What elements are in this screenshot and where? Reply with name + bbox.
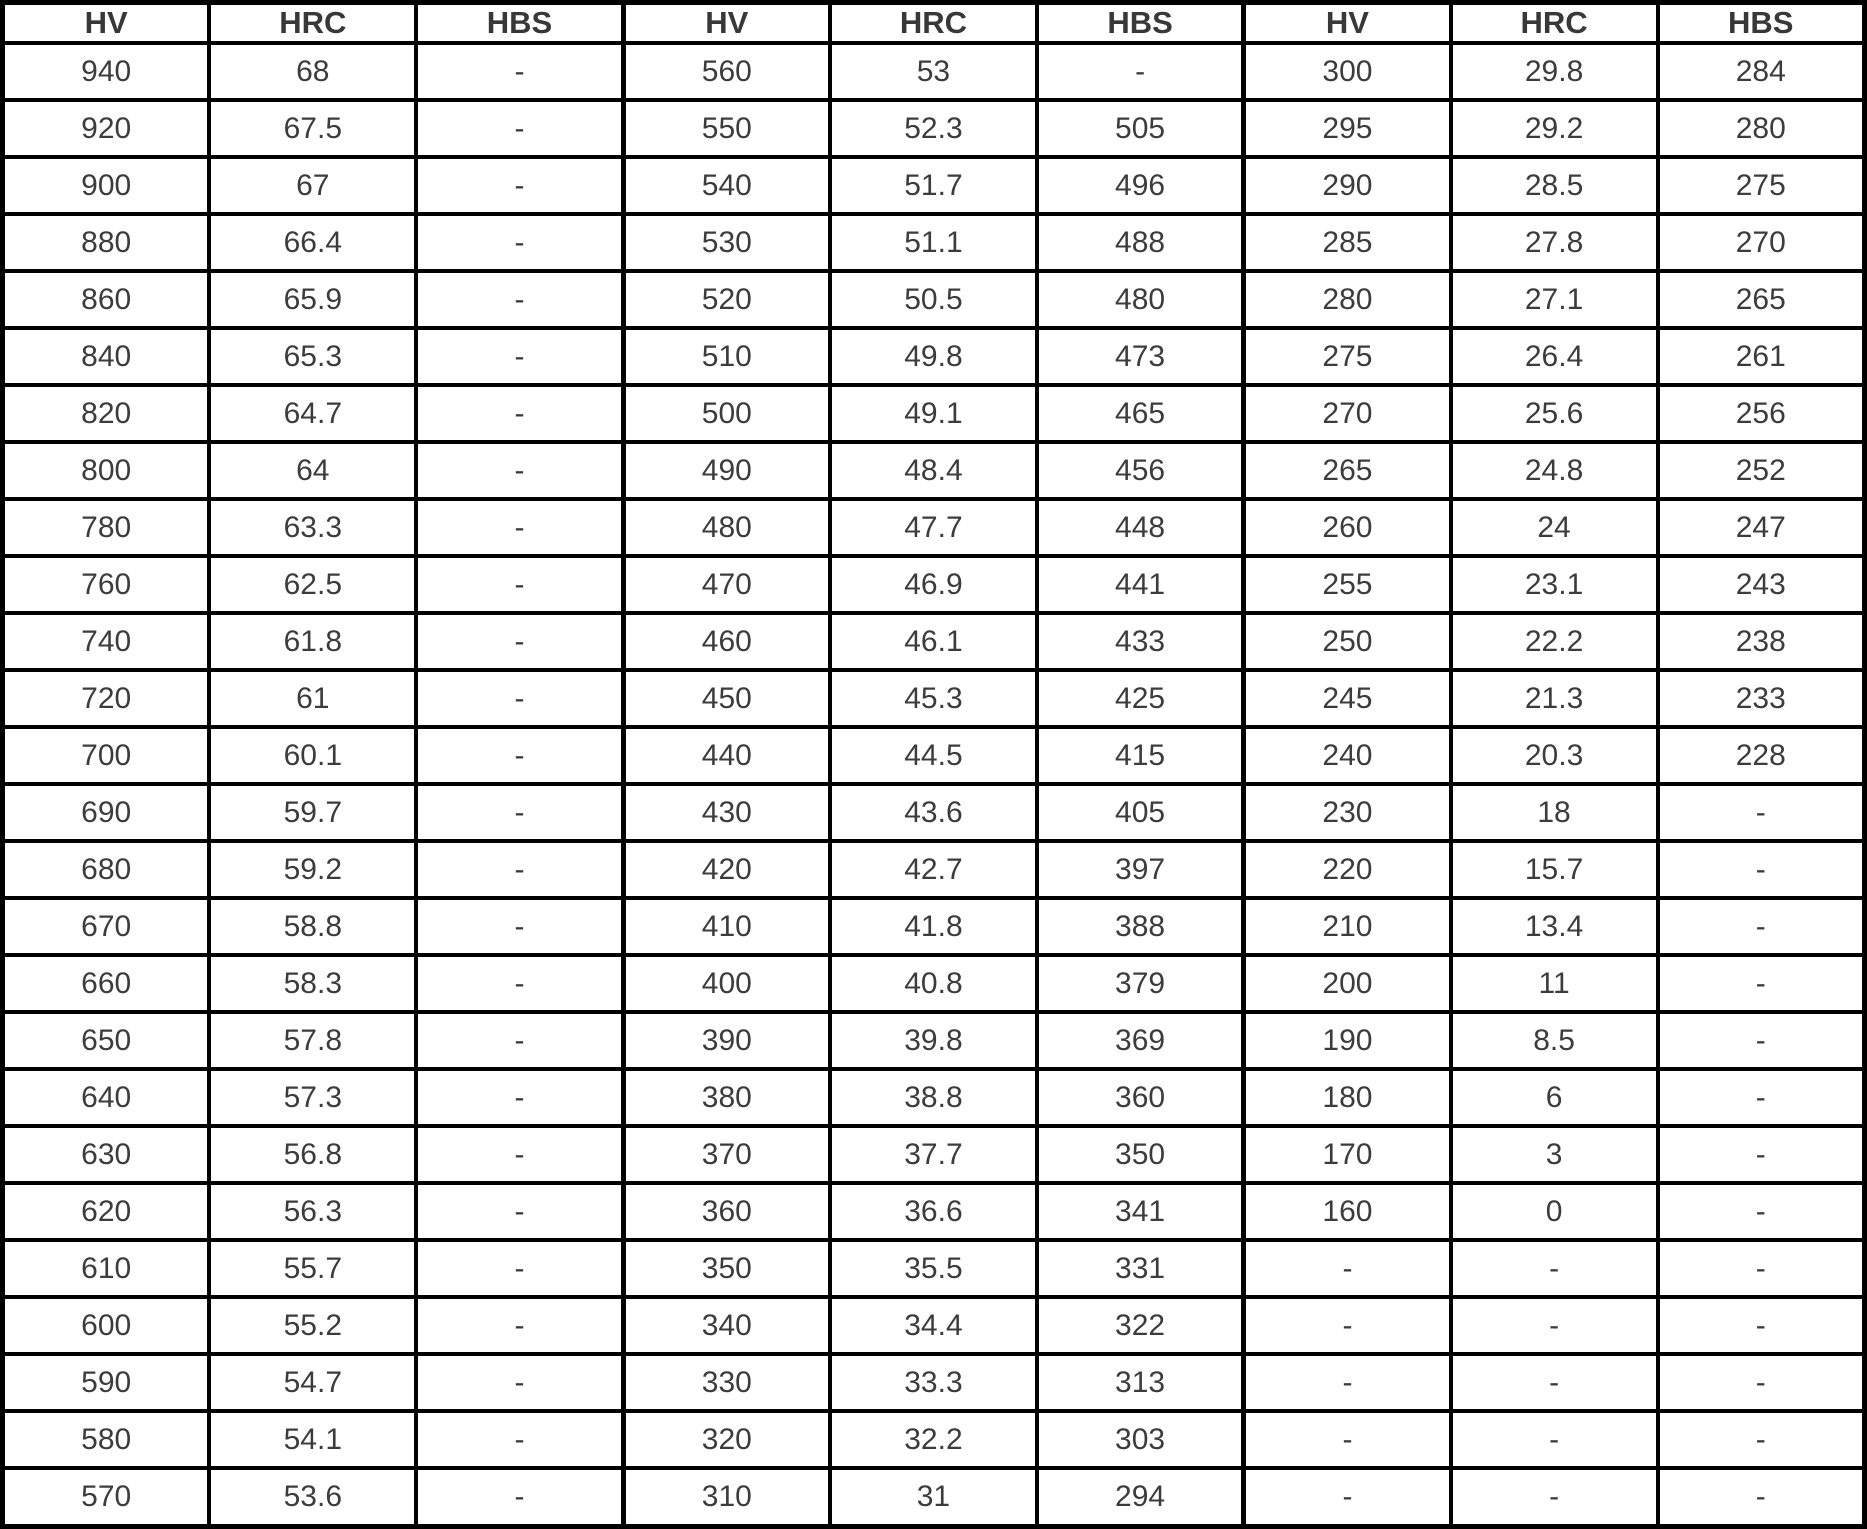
cell-hv-1-row-5: 840 [3,328,210,385]
cell-hv-2-row-15: 410 [623,898,830,955]
cell-hv-2-row-9: 470 [623,556,830,613]
cell-hrc-2-row-6: 49.1 [830,385,1037,442]
table-row [3,556,1865,613]
cell-hbs-3-row-12: 228 [1658,727,1865,784]
cell-hv-1-row-6: 820 [3,385,210,442]
cell-hbs-3-row-9: 243 [1658,556,1865,613]
cell-hv-3-row-15: 210 [1244,898,1451,955]
cell-hrc-1-row-6: 64.7 [209,385,416,442]
cell-hv-1-row-20: 620 [3,1183,210,1240]
cell-hbs-3-row-6: 256 [1658,385,1865,442]
cell-hbs-1-row-21: - [416,1240,623,1297]
column-header-hv-2: HV [623,3,830,44]
cell-hrc-2-row-23: 33.3 [830,1354,1037,1411]
cell-hrc-1-row-20: 56.3 [209,1183,416,1240]
cell-hbs-3-row-10: 238 [1658,613,1865,670]
cell-hv-2-row-3: 530 [623,214,830,271]
cell-hv-2-row-20: 360 [623,1183,830,1240]
cell-hbs-3-row-24: - [1658,1411,1865,1468]
cell-hv-3-row-19: 170 [1244,1126,1451,1183]
cell-hbs-2-row-2: 496 [1037,157,1244,214]
cell-hv-2-row-18: 380 [623,1069,830,1126]
column-header-hbs-3: HBS [1658,3,1865,44]
cell-hrc-3-row-4: 27.1 [1451,271,1658,328]
cell-hv-2-row-14: 420 [623,841,830,898]
cell-hv-2-row-16: 400 [623,955,830,1012]
cell-hv-3-row-13: 230 [1244,784,1451,841]
cell-hrc-3-row-17: 8.5 [1451,1012,1658,1069]
cell-hv-3-row-22: - [1244,1297,1451,1354]
cell-hv-1-row-11: 720 [3,670,210,727]
cell-hrc-2-row-21: 35.5 [830,1240,1037,1297]
cell-hv-1-row-4: 860 [3,271,210,328]
cell-hbs-1-row-20: - [416,1183,623,1240]
cell-hv-3-row-1: 295 [1244,100,1451,157]
cell-hbs-3-row-8: 247 [1658,499,1865,556]
cell-hbs-3-row-1: 280 [1658,100,1865,157]
cell-hv-3-row-5: 275 [1244,328,1451,385]
cell-hrc-1-row-9: 62.5 [209,556,416,613]
cell-hrc-1-row-21: 55.7 [209,1240,416,1297]
cell-hv-1-row-8: 780 [3,499,210,556]
cell-hv-3-row-0: 300 [1244,43,1451,100]
cell-hv-2-row-19: 370 [623,1126,830,1183]
cell-hv-3-row-10: 250 [1244,613,1451,670]
cell-hrc-3-row-24: - [1451,1411,1658,1468]
cell-hv-1-row-0: 940 [3,43,210,100]
cell-hbs-1-row-16: - [416,955,623,1012]
cell-hv-1-row-2: 900 [3,157,210,214]
cell-hrc-1-row-11: 61 [209,670,416,727]
cell-hrc-3-row-11: 21.3 [1451,670,1658,727]
cell-hbs-1-row-12: - [416,727,623,784]
cell-hrc-2-row-3: 51.1 [830,214,1037,271]
cell-hbs-2-row-1: 505 [1037,100,1244,157]
cell-hbs-1-row-24: - [416,1411,623,1468]
cell-hbs-1-row-4: - [416,271,623,328]
cell-hrc-3-row-7: 24.8 [1451,442,1658,499]
cell-hbs-2-row-15: 388 [1037,898,1244,955]
cell-hv-2-row-10: 460 [623,613,830,670]
cell-hbs-2-row-19: 350 [1037,1126,1244,1183]
cell-hrc-1-row-0: 68 [209,43,416,100]
cell-hbs-1-row-0: - [416,43,623,100]
cell-hv-1-row-12: 700 [3,727,210,784]
cell-hbs-1-row-6: - [416,385,623,442]
cell-hrc-1-row-10: 61.8 [209,613,416,670]
table-header-row [3,3,1865,44]
cell-hv-2-row-7: 490 [623,442,830,499]
cell-hv-2-row-5: 510 [623,328,830,385]
table-row [3,898,1865,955]
cell-hbs-1-row-18: - [416,1069,623,1126]
cell-hv-3-row-23: - [1244,1354,1451,1411]
cell-hrc-3-row-16: 11 [1451,955,1658,1012]
cell-hrc-2-row-5: 49.8 [830,328,1037,385]
cell-hv-1-row-3: 880 [3,214,210,271]
cell-hv-3-row-21: - [1244,1240,1451,1297]
cell-hrc-2-row-7: 48.4 [830,442,1037,499]
cell-hv-1-row-9: 760 [3,556,210,613]
table-row [3,1126,1865,1183]
cell-hv-2-row-11: 450 [623,670,830,727]
column-header-hrc-2: HRC [830,3,1037,44]
cell-hrc-1-row-14: 59.2 [209,841,416,898]
cell-hrc-2-row-25: 31 [830,1468,1037,1526]
cell-hrc-3-row-5: 26.4 [1451,328,1658,385]
table-body [3,43,1865,1527]
cell-hrc-3-row-23: - [1451,1354,1658,1411]
cell-hv-3-row-18: 180 [1244,1069,1451,1126]
table-row [3,100,1865,157]
cell-hbs-2-row-16: 379 [1037,955,1244,1012]
table-row [3,613,1865,670]
cell-hrc-2-row-0: 53 [830,43,1037,100]
cell-hv-3-row-11: 245 [1244,670,1451,727]
table-row [3,1297,1865,1354]
table-row [3,1012,1865,1069]
cell-hbs-2-row-9: 441 [1037,556,1244,613]
table-row [3,1240,1865,1297]
cell-hv-1-row-25: 570 [3,1468,210,1526]
table-row [3,328,1865,385]
cell-hrc-3-row-12: 20.3 [1451,727,1658,784]
cell-hv-2-row-17: 390 [623,1012,830,1069]
column-header-hbs-2: HBS [1037,3,1244,44]
cell-hv-3-row-7: 265 [1244,442,1451,499]
cell-hrc-3-row-15: 13.4 [1451,898,1658,955]
cell-hv-2-row-21: 350 [623,1240,830,1297]
cell-hrc-2-row-14: 42.7 [830,841,1037,898]
table-row [3,157,1865,214]
cell-hv-2-row-2: 540 [623,157,830,214]
cell-hrc-3-row-10: 22.2 [1451,613,1658,670]
cell-hbs-1-row-19: - [416,1126,623,1183]
cell-hbs-3-row-23: - [1658,1354,1865,1411]
table-row [3,271,1865,328]
cell-hrc-1-row-12: 60.1 [209,727,416,784]
cell-hv-3-row-20: 160 [1244,1183,1451,1240]
cell-hv-3-row-3: 285 [1244,214,1451,271]
table-row [3,727,1865,784]
cell-hbs-2-row-11: 425 [1037,670,1244,727]
table-row [3,1354,1865,1411]
cell-hbs-3-row-13: - [1658,784,1865,841]
cell-hbs-2-row-20: 341 [1037,1183,1244,1240]
column-header-hrc-3: HRC [1451,3,1658,44]
cell-hbs-2-row-3: 488 [1037,214,1244,271]
cell-hv-3-row-6: 270 [1244,385,1451,442]
cell-hrc-2-row-20: 36.6 [830,1183,1037,1240]
table-row [3,670,1865,727]
cell-hrc-2-row-12: 44.5 [830,727,1037,784]
cell-hbs-1-row-14: - [416,841,623,898]
table-row [3,1411,1865,1468]
cell-hrc-2-row-17: 39.8 [830,1012,1037,1069]
cell-hbs-3-row-11: 233 [1658,670,1865,727]
cell-hrc-3-row-8: 24 [1451,499,1658,556]
cell-hrc-1-row-25: 53.6 [209,1468,416,1526]
cell-hrc-2-row-1: 52.3 [830,100,1037,157]
cell-hbs-3-row-3: 270 [1658,214,1865,271]
cell-hrc-1-row-15: 58.8 [209,898,416,955]
cell-hbs-2-row-12: 415 [1037,727,1244,784]
cell-hrc-2-row-16: 40.8 [830,955,1037,1012]
cell-hrc-1-row-4: 65.9 [209,271,416,328]
cell-hbs-2-row-6: 465 [1037,385,1244,442]
cell-hv-1-row-14: 680 [3,841,210,898]
table-row [3,841,1865,898]
cell-hbs-3-row-22: - [1658,1297,1865,1354]
cell-hrc-3-row-18: 6 [1451,1069,1658,1126]
cell-hv-3-row-16: 200 [1244,955,1451,1012]
cell-hv-1-row-10: 740 [3,613,210,670]
cell-hbs-3-row-18: - [1658,1069,1865,1126]
cell-hv-3-row-2: 290 [1244,157,1451,214]
table-row [3,43,1865,100]
cell-hbs-2-row-25: 294 [1037,1468,1244,1526]
cell-hrc-1-row-24: 54.1 [209,1411,416,1468]
cell-hv-2-row-4: 520 [623,271,830,328]
cell-hrc-3-row-21: - [1451,1240,1658,1297]
cell-hbs-2-row-23: 313 [1037,1354,1244,1411]
cell-hbs-2-row-21: 331 [1037,1240,1244,1297]
cell-hrc-2-row-8: 47.7 [830,499,1037,556]
cell-hbs-2-row-17: 369 [1037,1012,1244,1069]
table-row [3,1069,1865,1126]
cell-hbs-1-row-7: - [416,442,623,499]
cell-hbs-1-row-9: - [416,556,623,613]
cell-hbs-3-row-15: - [1658,898,1865,955]
cell-hbs-1-row-15: - [416,898,623,955]
cell-hbs-3-row-17: - [1658,1012,1865,1069]
cell-hrc-1-row-8: 63.3 [209,499,416,556]
cell-hv-1-row-13: 690 [3,784,210,841]
cell-hrc-2-row-15: 41.8 [830,898,1037,955]
cell-hrc-1-row-23: 54.7 [209,1354,416,1411]
cell-hv-2-row-24: 320 [623,1411,830,1468]
table-row [3,784,1865,841]
cell-hrc-1-row-13: 59.7 [209,784,416,841]
cell-hv-1-row-22: 600 [3,1297,210,1354]
cell-hbs-3-row-5: 261 [1658,328,1865,385]
cell-hbs-1-row-1: - [416,100,623,157]
column-header-hrc-1: HRC [209,3,416,44]
cell-hbs-3-row-25: - [1658,1468,1865,1526]
cell-hrc-1-row-2: 67 [209,157,416,214]
cell-hv-3-row-24: - [1244,1411,1451,1468]
cell-hv-1-row-17: 650 [3,1012,210,1069]
cell-hbs-1-row-17: - [416,1012,623,1069]
cell-hrc-2-row-11: 45.3 [830,670,1037,727]
cell-hbs-3-row-4: 265 [1658,271,1865,328]
cell-hrc-3-row-19: 3 [1451,1126,1658,1183]
cell-hrc-3-row-22: - [1451,1297,1658,1354]
cell-hrc-2-row-19: 37.7 [830,1126,1037,1183]
table-row [3,442,1865,499]
cell-hbs-2-row-4: 480 [1037,271,1244,328]
cell-hbs-3-row-20: - [1658,1183,1865,1240]
cell-hrc-1-row-17: 57.8 [209,1012,416,1069]
cell-hbs-1-row-10: - [416,613,623,670]
cell-hv-1-row-24: 580 [3,1411,210,1468]
cell-hv-1-row-1: 920 [3,100,210,157]
cell-hrc-1-row-1: 67.5 [209,100,416,157]
cell-hbs-2-row-0: - [1037,43,1244,100]
cell-hv-2-row-1: 550 [623,100,830,157]
cell-hrc-3-row-14: 15.7 [1451,841,1658,898]
cell-hrc-2-row-24: 32.2 [830,1411,1037,1468]
cell-hrc-2-row-9: 46.9 [830,556,1037,613]
cell-hbs-2-row-13: 405 [1037,784,1244,841]
cell-hrc-1-row-3: 66.4 [209,214,416,271]
cell-hbs-1-row-22: - [416,1297,623,1354]
cell-hv-3-row-8: 260 [1244,499,1451,556]
cell-hv-3-row-14: 220 [1244,841,1451,898]
table-row [3,499,1865,556]
cell-hv-3-row-12: 240 [1244,727,1451,784]
cell-hv-2-row-8: 480 [623,499,830,556]
cell-hv-1-row-16: 660 [3,955,210,1012]
cell-hbs-1-row-13: - [416,784,623,841]
cell-hrc-3-row-9: 23.1 [1451,556,1658,613]
cell-hrc-3-row-0: 29.8 [1451,43,1658,100]
cell-hrc-2-row-10: 46.1 [830,613,1037,670]
column-header-hv-3: HV [1244,3,1451,44]
cell-hbs-1-row-23: - [416,1354,623,1411]
cell-hrc-3-row-25: - [1451,1468,1658,1526]
column-header-hv-1: HV [3,3,210,44]
cell-hbs-1-row-25: - [416,1468,623,1526]
cell-hrc-2-row-13: 43.6 [830,784,1037,841]
cell-hrc-3-row-6: 25.6 [1451,385,1658,442]
cell-hv-2-row-23: 330 [623,1354,830,1411]
cell-hbs-3-row-0: 284 [1658,43,1865,100]
cell-hbs-1-row-5: - [416,328,623,385]
cell-hbs-3-row-21: - [1658,1240,1865,1297]
cell-hbs-3-row-19: - [1658,1126,1865,1183]
cell-hv-2-row-25: 310 [623,1468,830,1526]
cell-hbs-2-row-22: 322 [1037,1297,1244,1354]
cell-hrc-2-row-22: 34.4 [830,1297,1037,1354]
cell-hrc-1-row-18: 57.3 [209,1069,416,1126]
cell-hbs-1-row-2: - [416,157,623,214]
cell-hbs-3-row-2: 275 [1658,157,1865,214]
cell-hrc-3-row-1: 29.2 [1451,100,1658,157]
cell-hv-1-row-15: 670 [3,898,210,955]
cell-hrc-3-row-3: 27.8 [1451,214,1658,271]
column-header-hbs-1: HBS [416,3,623,44]
cell-hrc-1-row-7: 64 [209,442,416,499]
cell-hbs-1-row-8: - [416,499,623,556]
cell-hv-2-row-13: 430 [623,784,830,841]
cell-hbs-2-row-14: 397 [1037,841,1244,898]
table-row [3,1183,1865,1240]
cell-hbs-2-row-5: 473 [1037,328,1244,385]
cell-hbs-2-row-10: 433 [1037,613,1244,670]
cell-hrc-1-row-5: 65.3 [209,328,416,385]
cell-hrc-3-row-20: 0 [1451,1183,1658,1240]
cell-hv-2-row-12: 440 [623,727,830,784]
cell-hv-3-row-25: - [1244,1468,1451,1526]
cell-hbs-2-row-24: 303 [1037,1411,1244,1468]
cell-hbs-2-row-8: 448 [1037,499,1244,556]
cell-hbs-1-row-3: - [416,214,623,271]
cell-hv-1-row-23: 590 [3,1354,210,1411]
table-row [3,1468,1865,1526]
cell-hrc-1-row-19: 56.8 [209,1126,416,1183]
table-row [3,955,1865,1012]
cell-hbs-2-row-7: 456 [1037,442,1244,499]
cell-hv-1-row-7: 800 [3,442,210,499]
cell-hrc-2-row-4: 50.5 [830,271,1037,328]
cell-hbs-2-row-18: 360 [1037,1069,1244,1126]
cell-hrc-3-row-13: 18 [1451,784,1658,841]
cell-hrc-1-row-22: 55.2 [209,1297,416,1354]
cell-hv-3-row-9: 255 [1244,556,1451,613]
cell-hrc-2-row-2: 51.7 [830,157,1037,214]
cell-hbs-3-row-14: - [1658,841,1865,898]
cell-hbs-1-row-11: - [416,670,623,727]
cell-hv-2-row-0: 560 [623,43,830,100]
cell-hv-2-row-6: 500 [623,385,830,442]
cell-hbs-3-row-16: - [1658,955,1865,1012]
cell-hrc-1-row-16: 58.3 [209,955,416,1012]
cell-hv-3-row-4: 280 [1244,271,1451,328]
cell-hv-1-row-18: 640 [3,1069,210,1126]
table-row [3,385,1865,442]
cell-hbs-3-row-7: 252 [1658,442,1865,499]
cell-hrc-3-row-2: 28.5 [1451,157,1658,214]
cell-hv-2-row-22: 340 [623,1297,830,1354]
cell-hrc-2-row-18: 38.8 [830,1069,1037,1126]
cell-hv-3-row-17: 190 [1244,1012,1451,1069]
cell-hv-1-row-21: 610 [3,1240,210,1297]
cell-hv-1-row-19: 630 [3,1126,210,1183]
table-row [3,214,1865,271]
